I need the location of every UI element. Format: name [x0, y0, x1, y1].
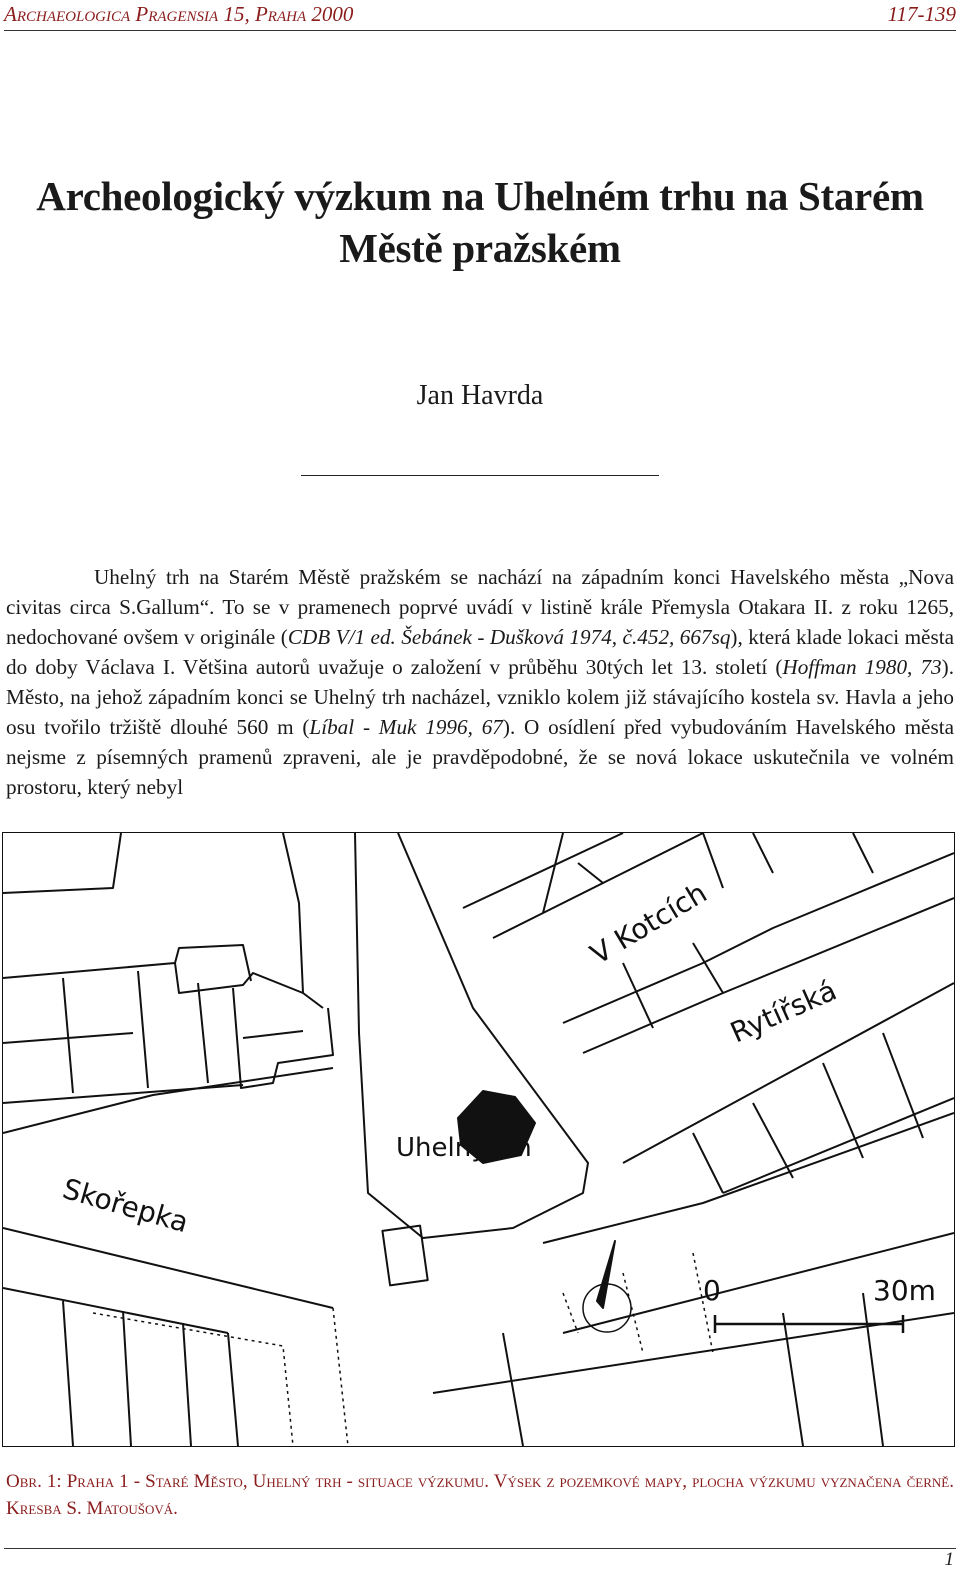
- running-head: [4, 2, 956, 31]
- title-line-1: Archeologický výzkum na Uhelném trhu na Starém: [36, 173, 924, 219]
- north-arrow-icon: [597, 1241, 615, 1308]
- page-range: 117-139: [887, 2, 956, 26]
- figure-caption: Obr. 1: Praha 1 - Staré Město, Uhelný trh - situace výzkumu. Výsek z pozemkové mapy, plocha výzkumu vyznačena černě. Kresba S. Matoušová.: [6, 1471, 954, 1519]
- building-outline: [175, 945, 251, 981]
- building-outline: [3, 971, 243, 1103]
- building-outline: [3, 833, 121, 893]
- citation: Líbal - Muk 1996, 67: [309, 715, 503, 739]
- street-label-rytirska: Rytířská: [725, 973, 842, 1050]
- square-island: [355, 833, 588, 1238]
- text-run: ), která klade lokaci města do doby Václava I. Většina autorů uvažuje o založení v průběhu 30tých let 13. století (: [6, 625, 954, 679]
- footer-divider: [4, 1548, 956, 1549]
- text-run: ). O osídlení před vybudováním Havelského města nejsme z písemných pramenů zpraveni, ale je pravděpodobné, že se nová lokace uskutečnila ve volném prostoru, který nebyl: [6, 715, 954, 799]
- article-title: [0, 170, 960, 274]
- street-edge: [463, 833, 623, 908]
- site-map: [3, 833, 954, 1446]
- title-line-2: Městě pražském: [339, 225, 621, 271]
- street-edge: [3, 1288, 228, 1333]
- title-divider: [301, 475, 659, 476]
- text-run: Uhelný trh na Starém Městě pražském se nachází na západním konci Havelského města „Nova civitas circa S.Gallum“. To se v pramenech poprvé uvádí v listině krále Přemysla Otakara II. z roku 1265, nedochované ovšem v originále (: [6, 565, 954, 649]
- building-outline: [198, 983, 303, 1083]
- building-outline: [543, 1113, 954, 1243]
- small-building: [382, 1226, 427, 1286]
- author-name: Jan Havrda: [416, 380, 544, 411]
- body-paragraph: [6, 562, 954, 802]
- citation: Hoffman 1980, 73: [782, 655, 942, 679]
- building-outline: [543, 833, 603, 913]
- scale-label-start: 0: [703, 1274, 721, 1307]
- street-edge: [3, 1228, 333, 1308]
- building-outline: [563, 1253, 713, 1353]
- journal-name: Archaeologica Pragensia 15, Praha 2000: [4, 2, 354, 26]
- building-outline: [3, 963, 303, 993]
- building-outline: [693, 1033, 923, 1193]
- scale-label-end: 30m: [873, 1274, 936, 1307]
- street-label-skorepka: Skořepka: [59, 1172, 193, 1240]
- building-outline: [283, 833, 323, 1008]
- building-outline: [783, 1293, 883, 1446]
- building-outline: [433, 1313, 954, 1446]
- citation: CDB V/1 ed. Šebánek - Dušková 1974, č.452, 667sq: [287, 625, 731, 649]
- building-outline: [228, 1333, 238, 1446]
- building-outline: [753, 833, 873, 873]
- page-number: 1: [944, 1549, 954, 1570]
- site-map-figure: [2, 832, 955, 1447]
- text-run: ). Město, na jehož západním konci se Uhelný trh nacházel, vzniklo kolem již stávajícího kostela sv. Havla a jeho osu tvořilo tržiště dlouhé 560 m (: [6, 655, 954, 739]
- building-outline: [333, 1308, 348, 1446]
- building-outline: [3, 1068, 333, 1133]
- street-label-v-kotcich: V Kotcích: [584, 876, 713, 972]
- square-label: Uhelný trh: [396, 1133, 532, 1163]
- building-outline: [93, 1313, 293, 1446]
